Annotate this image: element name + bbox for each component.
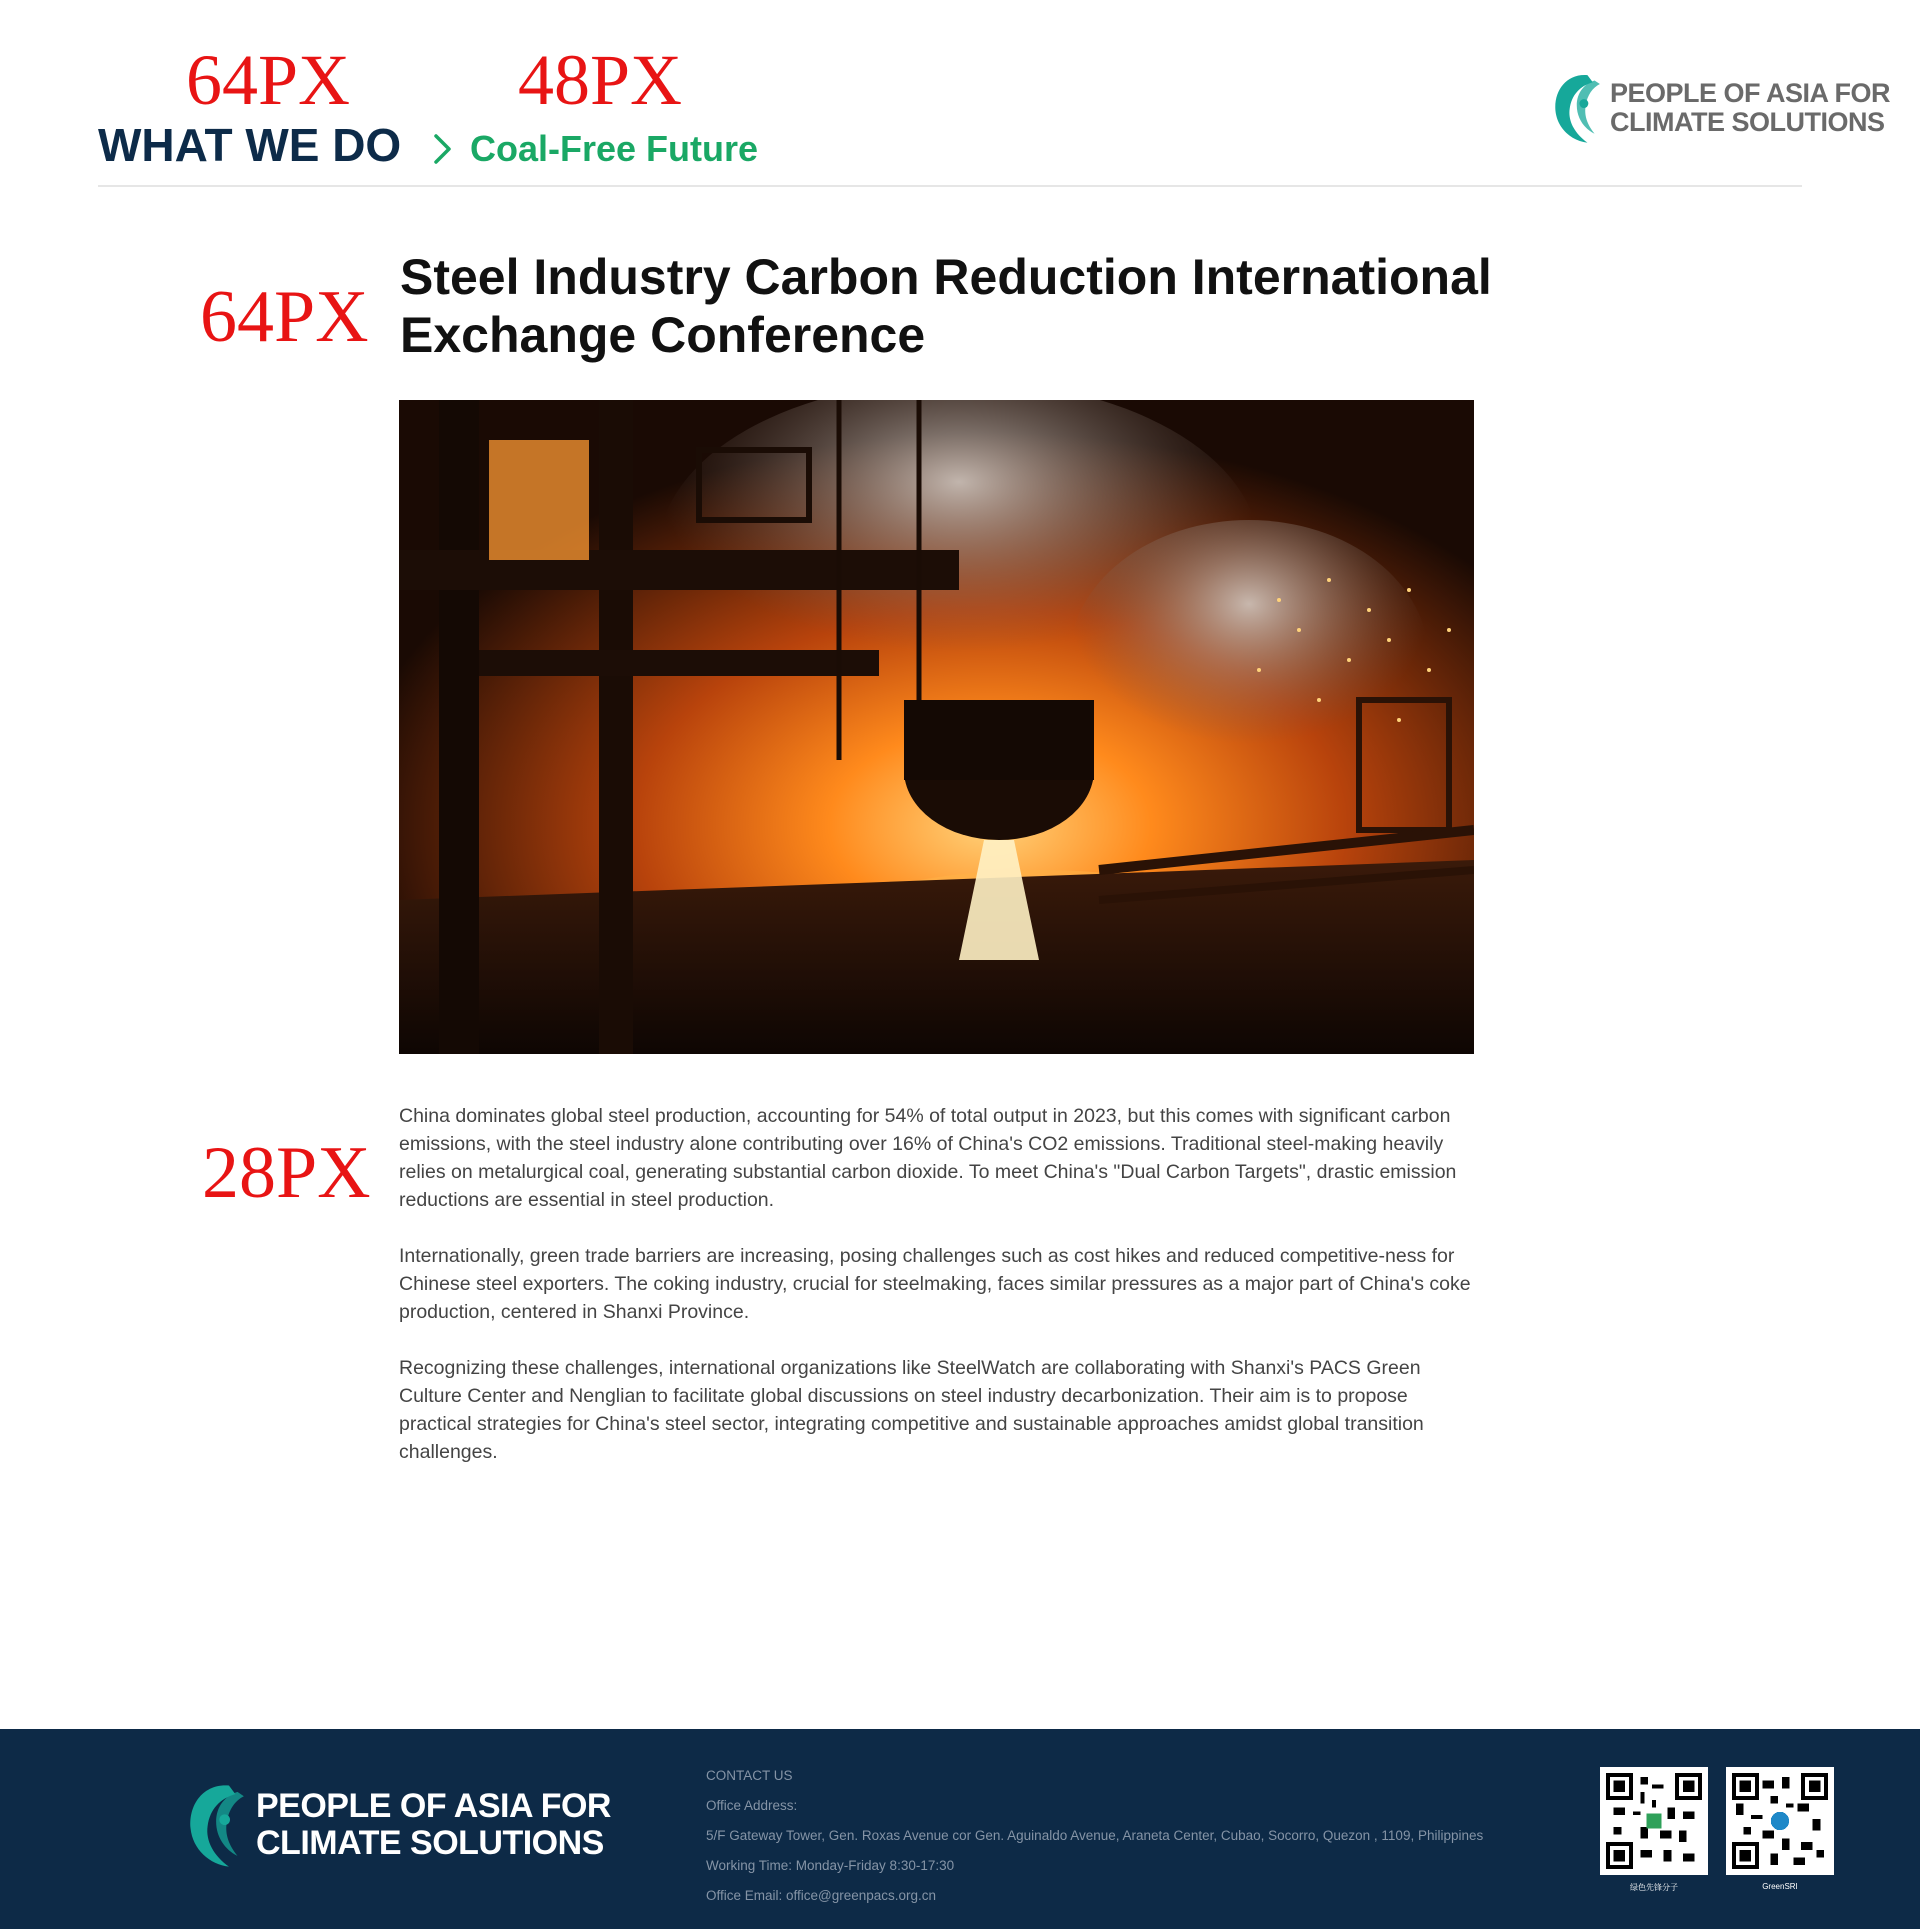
address-label: Office Address: xyxy=(706,1798,798,1813)
qr-code-icon xyxy=(1732,1773,1828,1869)
size-annotation-title: 64PX xyxy=(200,276,369,358)
footer-logo-wordmark xyxy=(256,1788,611,1861)
footer-logo[interactable] xyxy=(182,1775,611,1875)
chevron-right-icon xyxy=(428,132,456,166)
logo-wordmark xyxy=(1610,79,1890,137)
size-annotation-breadcrumb-main: 64PX xyxy=(186,40,351,120)
office-email[interactable]: Office Email: office@greenpacs.org.cn xyxy=(706,1888,937,1903)
breadcrumb-what-we-do[interactable]: WHAT WE DO xyxy=(98,119,402,171)
qr-caption: 绿色先锋分子 xyxy=(1630,1883,1678,1892)
wave-logo-icon xyxy=(182,1775,246,1875)
footer-logo-line-2: CLIMATE SOLUTIONS xyxy=(256,1824,604,1862)
site-footer xyxy=(0,1729,1920,1929)
footer-logo-line-1: PEOPLE OF ASIA FOR xyxy=(256,1787,611,1826)
header-logo[interactable] xyxy=(1548,68,1890,148)
qr-caption: GreenSRI xyxy=(1762,1882,1798,1891)
hero-image-steel-mill xyxy=(399,400,1474,1054)
article-title: Steel Industry Carbon Reduction International Exchange Conference xyxy=(400,249,1492,363)
contact-info xyxy=(706,1761,1483,1911)
breadcrumb-coal-free-future[interactable]: Coal-Free Future xyxy=(470,128,759,169)
qr-code-wechat xyxy=(1600,1767,1708,1893)
site-header xyxy=(98,0,1891,187)
working-time: Working Time: Monday-Friday 8:30-17:30 xyxy=(706,1858,955,1873)
size-annotation-body: 28PX xyxy=(202,1132,371,1214)
logo-line-2: CLIMATE SOLUTIONS xyxy=(1610,107,1885,137)
qr-code-icon xyxy=(1606,1773,1702,1869)
size-annotation-breadcrumb-sub: 48PX xyxy=(518,40,683,120)
steel-mill-illustration xyxy=(399,400,1474,1054)
article-paragraph: Internationally, green trade barriers are increasing, posing challenges such as cost hikes and reduced competitive-ness for Chinese steel exporters. The coking industry, crucial for steelmaking, faces similar pressures as a major part of China's coke production, centered in Shanxi Province. xyxy=(399,1245,1471,1323)
contact-heading: CONTACT US xyxy=(706,1768,793,1783)
article-paragraph: China dominates global steel production, accounting for 54% of total output in 2023, but this comes with significant carbon emissions, with the steel industry alone contributing over 16% of China's CO2 emissions. Traditional steel-making heavily relies on metalurgical coal, generating substantial carbon dioxide. To meet China's "Dual Carbon Targets", drastic emission reductions are essential in steel production. xyxy=(399,1105,1457,1211)
article-paragraph: Recognizing these challenges, international organizations like SteelWatch are collaborating with Shanxi's PACS Green Culture Center and Nenglian to facilitate global discussions on steel industry decarbonization. Their aim is to propose practical strategies for China's steel sector, integrating competitive and sustainable approaches amidst global transition challenges. xyxy=(399,1357,1424,1463)
article-body xyxy=(399,1102,1475,1494)
wave-logo-icon xyxy=(1548,68,1602,148)
logo-line-1: PEOPLE OF ASIA FOR xyxy=(1610,77,1891,108)
qr-code-greensri xyxy=(1726,1767,1834,1891)
address-text: 5/F Gateway Tower, Gen. Roxas Avenue cor Gen. Aguinaldo Avenue, Araneta Center, Cubao, Socorro, Quezon , 1109, Philippines xyxy=(706,1828,1484,1843)
